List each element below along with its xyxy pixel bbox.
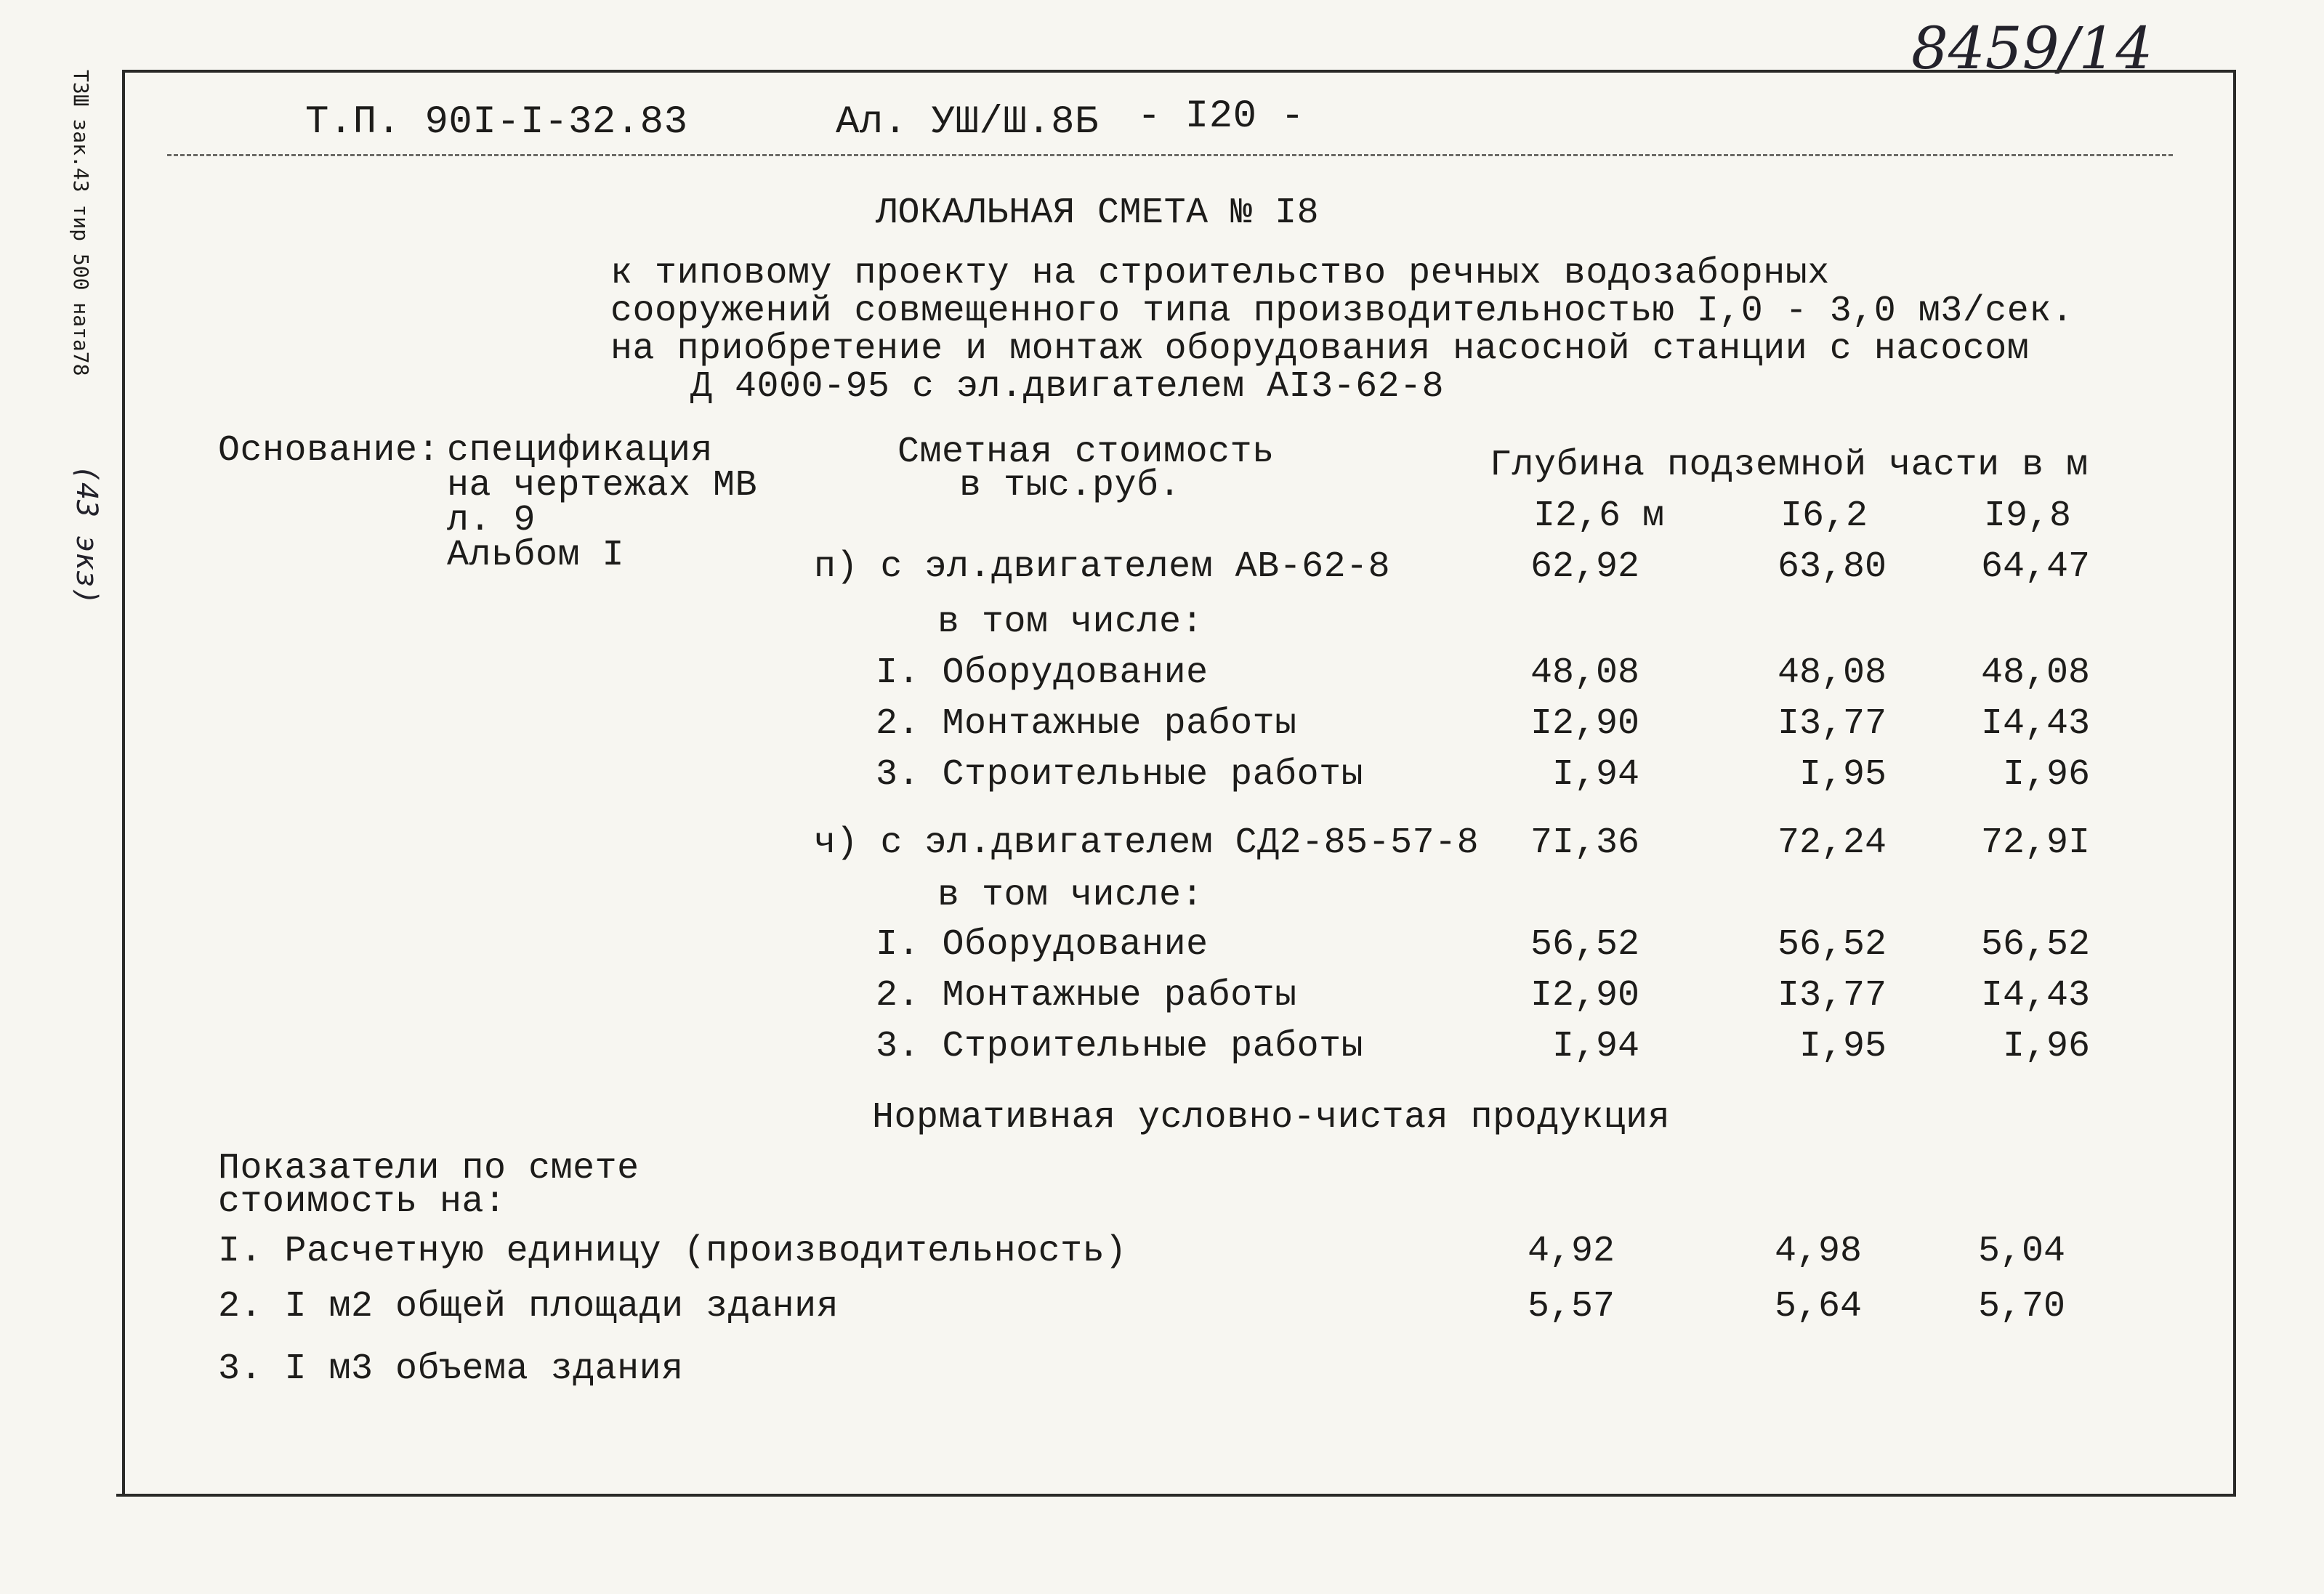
section-2-total: 72,9I <box>1980 822 2090 864</box>
basis-line-2: на чертежах МВ <box>447 465 758 506</box>
section-1-row-value: I4,43 <box>1980 703 2090 745</box>
section-1-row-label: I. Оборудование <box>876 652 1209 694</box>
frame-right-border <box>2233 70 2236 1494</box>
indicator-row-value: 5,57 <box>1527 1286 1615 1327</box>
album-sheet: Ал. УШ/Ш.8Б <box>836 100 1099 145</box>
section-2-row-value: I2,90 <box>1530 975 1639 1016</box>
basis-line-3: л. 9 <box>447 500 536 541</box>
section-1-total: 62,92 <box>1530 546 1639 588</box>
frame-bottom-border <box>116 1494 2236 1497</box>
section-1-row-label: 3. Строительные работы <box>876 754 1364 796</box>
archive-number: 8459/14 <box>1911 15 2153 82</box>
title-line-2: сооружений совмещенного типа производительностью I,0 - 3,0 м3/сек. <box>610 291 2074 332</box>
indicator-row-value: 5,04 <box>1977 1231 2065 1272</box>
indicator-row-label: I. Расчетную единицу (производительность) <box>218 1231 1127 1272</box>
depth-col-2: I6,2 <box>1780 495 1868 537</box>
indicators-heading-1: Показатели по смете <box>218 1148 639 1189</box>
cost-header-line-1: Сметная стоимость <box>897 432 1275 473</box>
section-2-row-value: I4,43 <box>1980 975 2090 1016</box>
depth-col-3: I9,8 <box>1983 495 2071 537</box>
cost-header-line-2: в тыс.руб. <box>959 465 1182 506</box>
side-handwritten-note: (43 экз) <box>70 465 103 605</box>
normative-heading: Нормативная условно-чистая продукция <box>872 1097 1671 1138</box>
section-1-row-value: I,95 <box>1799 754 1887 796</box>
depth-header-title: Глубина подземной части в м <box>1490 445 2089 486</box>
section-2-row-value: 56,52 <box>1980 924 2090 966</box>
section-2-row-value: 56,52 <box>1777 924 1887 966</box>
section-2-row-value: I,95 <box>1799 1026 1887 1067</box>
section-1-total: 63,80 <box>1777 546 1887 588</box>
title-line-4: Д 4000-95 с эл.двигателем АI3-62-8 <box>690 366 1445 408</box>
section-1-total: 64,47 <box>1980 546 2090 588</box>
basis-label: Основание: <box>218 430 440 472</box>
section-1-row-value: I3,77 <box>1777 703 1887 745</box>
indicator-row-value: 4,92 <box>1527 1231 1615 1272</box>
section-1-row-value: 48,08 <box>1777 652 1887 694</box>
page-number: - I20 - <box>1137 94 1305 139</box>
basis-line-1: спецификация <box>447 430 714 472</box>
section-1-subtitle: в том числе: <box>937 602 1204 643</box>
title-line-3: на приобретение и монтаж оборудования насосной станции с насосом <box>610 328 2030 370</box>
section-2-title: ч) с эл.двигателем СД2-85-57-8 <box>814 822 1480 864</box>
basis-line-4: Альбом I <box>447 535 625 576</box>
section-2-total: 7I,36 <box>1530 822 1639 864</box>
section-2-row-value: 56,52 <box>1530 924 1639 966</box>
section-1-row-value: 48,08 <box>1530 652 1639 694</box>
header-divider <box>167 154 2173 156</box>
section-1-row-label: 2. Монтажные работы <box>876 703 1297 745</box>
section-1-row-value: I,94 <box>1552 754 1639 796</box>
frame-top-border <box>124 70 2235 73</box>
section-2-row-value: I,94 <box>1552 1026 1639 1067</box>
frame-left-border <box>122 70 125 1494</box>
section-1-title: п) с эл.двигателем АВ-62-8 <box>814 546 1391 588</box>
section-2-row-value: I3,77 <box>1777 975 1887 1016</box>
title-line-1: к типовому проекту на строительство речных водозаборных <box>610 253 1830 294</box>
section-1-row-value: I,96 <box>2002 754 2090 796</box>
indicator-row-label: 2. I м2 общей площади здания <box>218 1286 839 1327</box>
indicator-row-label: 3. I м3 объема здания <box>218 1348 684 1390</box>
indicators-heading-2: стоимость на: <box>218 1181 507 1223</box>
document-heading: ЛОКАЛЬНАЯ СМЕТА № I8 <box>876 193 1320 234</box>
section-2-row-label: 3. Строительные работы <box>876 1026 1364 1067</box>
section-2-total: 72,24 <box>1777 822 1887 864</box>
section-1-row-value: I2,90 <box>1530 703 1639 745</box>
depth-col-1: I2,6 м <box>1533 495 1664 537</box>
indicator-row-value: 5,70 <box>1977 1286 2065 1327</box>
section-2-row-label: 2. Монтажные работы <box>876 975 1297 1016</box>
section-1-row-value: 48,08 <box>1980 652 2090 694</box>
indicator-row-value: 4,98 <box>1774 1231 1862 1272</box>
section-2-row-value: I,96 <box>2002 1026 2090 1067</box>
side-print-note: ТЗШ зак.43 тир 500 ната78 <box>69 70 93 376</box>
indicator-row-value: 5,64 <box>1774 1286 1862 1327</box>
section-2-subtitle: в том числе: <box>937 875 1204 916</box>
project-code: Т.П. 90I-I-32.83 <box>305 100 688 145</box>
section-2-row-label: I. Оборудование <box>876 924 1209 966</box>
